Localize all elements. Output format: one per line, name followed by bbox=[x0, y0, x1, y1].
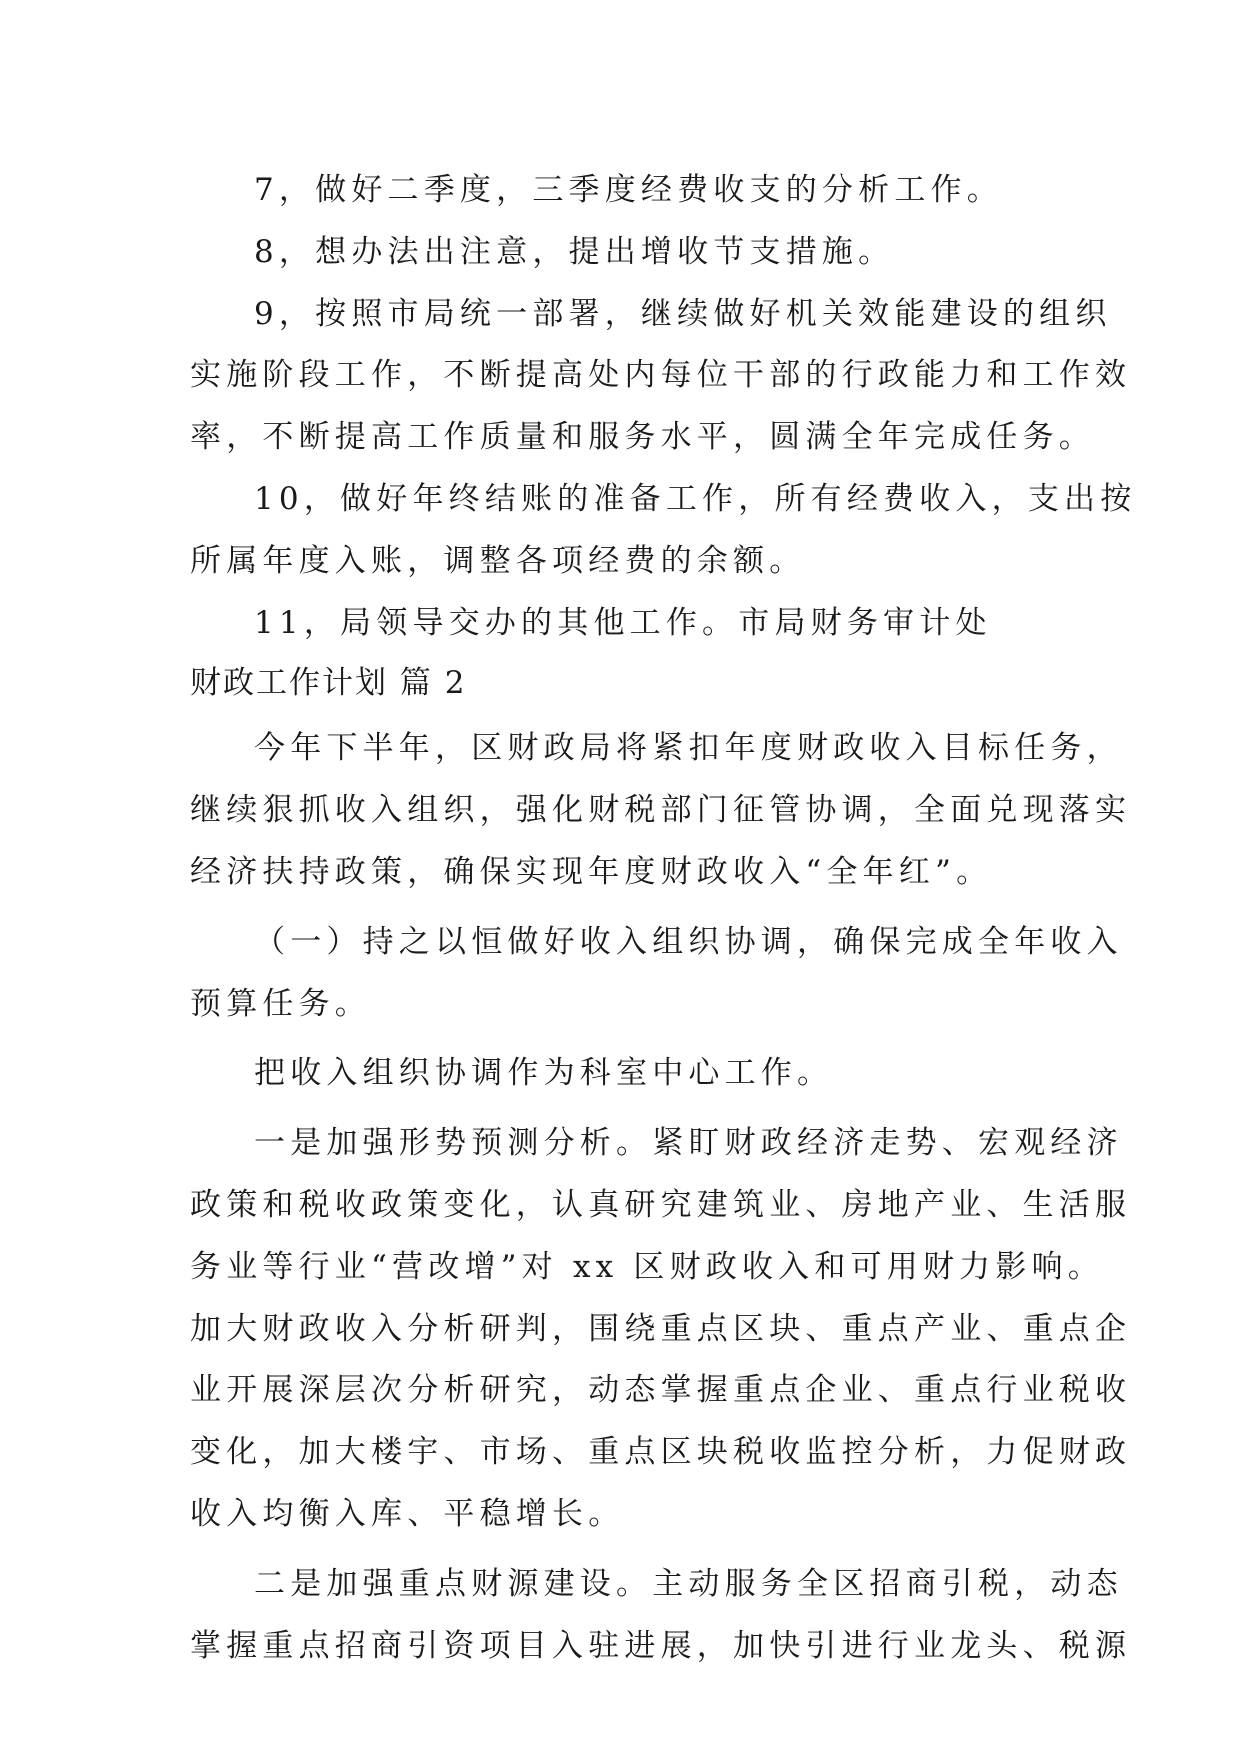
point-2-line-1: 二是加强重点财源建设。主动服务全区招商引税，动态 bbox=[254, 1565, 1123, 1602]
document-page bbox=[190, 160, 1137, 1677]
point-1-line-1: 一是加强形势预测分析。紧盯财政经济走势、宏观经济 bbox=[254, 1125, 1123, 1162]
point-1-line-4: 加大财政收入分析研判，围绕重点区块、重点产业、重点企 bbox=[190, 1310, 1132, 1347]
point-1-line-5: 业开展深层次分析研究，动态掌握重点企业、重点行业税收 bbox=[190, 1372, 1132, 1409]
spacer bbox=[190, 1105, 1060, 1113]
item-7-line: 7，做好二季度，三季度经费收支的分析工作。 bbox=[254, 172, 1003, 208]
intro-line-3: 经济扶持政策，确保实现年度财政收入“全年红”。 bbox=[190, 853, 993, 890]
subheading-line-1: （一）持之以恒做好收入组织协调，确保完成全年收入 bbox=[254, 923, 1123, 960]
item-10-line-1: 10，做好年终结账的准备工作，所有经费收入，支出按 bbox=[254, 480, 1137, 517]
point-2-line-2: 掌握重点招商引资项目入驻进展，加快引进行业龙头、税源 bbox=[190, 1627, 1132, 1664]
item-9-line-1: 9，按照市局统一部署，继续做好机关效能建设的组织 bbox=[254, 295, 1112, 332]
intro-line-1: 今年下半年，区财政局将紧扣年度财政收入目标任务， bbox=[254, 730, 1123, 767]
section-heading: 财政工作计划 篇 2 bbox=[190, 665, 467, 702]
spacer bbox=[190, 904, 1060, 912]
item-11-line: 11，局领导交办的其他工作。市局财务审计处 bbox=[254, 604, 992, 641]
spacer bbox=[190, 1546, 1060, 1554]
point-1-line-3: 务业等行业“营改增”对 xx 区财政收入和可用财力影响。 bbox=[190, 1248, 1104, 1285]
intro-line-2: 继续狠抓收入组织，强化财税部门征管协调，全面兑现落实 bbox=[190, 792, 1132, 829]
item-9-line-2: 实施阶段工作，不断提高处内每位干部的行政能力和工作效 bbox=[190, 357, 1132, 394]
item-10-line-2: 所属年度入账，调整各项经费的余额。 bbox=[190, 542, 806, 579]
spacer bbox=[190, 1035, 1060, 1043]
subheading-line-2: 预算任务。 bbox=[190, 985, 371, 1022]
point-1-line-6: 变化，加大楼宇、市场、重点区块税收监控分析，力促财政 bbox=[190, 1434, 1132, 1471]
item-8-line: 8，想办法出注意，提出增收节支措施。 bbox=[254, 233, 895, 270]
item-9-line-3: 率，不断提高工作质量和服务水平，圆满全年完成任务。 bbox=[190, 419, 1095, 456]
point-1-line-7: 收入均衡入库、平稳增长。 bbox=[190, 1495, 625, 1532]
point-1-line-2: 政策和税收政策变化，认真研究建筑业、房地产业、生活服 bbox=[190, 1186, 1132, 1223]
paragraph-line: 把收入组织协调作为科室中心工作。 bbox=[254, 1055, 834, 1092]
